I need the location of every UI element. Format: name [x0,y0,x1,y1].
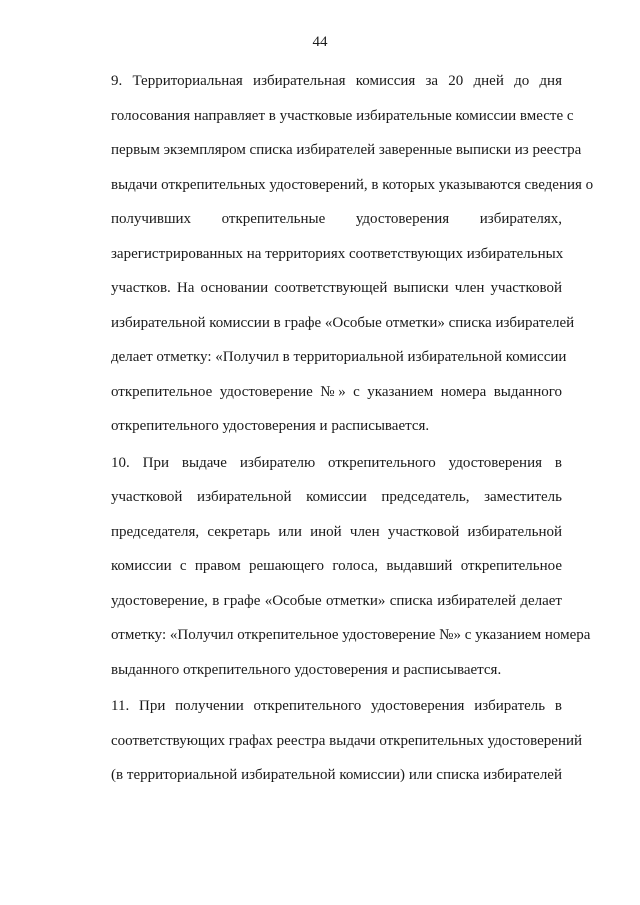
paragraph-10 [75,446,591,688]
text-line: выдачи открепительных удостоверений, в которых указываются сведения о [111,176,594,193]
text-line: участковой избирательной комиссии председатель, заместитель [111,489,562,505]
text-line: участков. На основании соответствующей выписки член участковой [111,280,562,296]
page-number: 44 [312,34,328,50]
text-line: председателя, секретарь или иной член участковой избирательной [111,523,562,540]
paragraph-9 [75,64,594,444]
text-line: голосования направляет в участковые избирательные комиссии вместе с [111,107,574,124]
text-line: удостоверение, в графе «Особые отметки» списка избирателей делает [111,592,562,609]
text-line: первым экземпляром списка избирателей заверенные выписки из реестра [111,142,582,158]
text-line: выданного открепительного удостоверения и расписывается. [111,661,502,678]
paragraph-11 [75,689,583,793]
text-line: соответствующих графах реестра выдачи открепительных удостоверений [111,732,583,749]
text-line: комиссии с правом решающего голоса, выдавший открепительное [111,558,562,574]
text-line: получивших открепительные удостоверения избирателях, [111,211,562,227]
text-line: 10. При выдаче избирателю открепительного удостоверения в [111,454,562,471]
text-line: 9. Территориальная избирательная комиссия за 20 дней до дня [111,73,562,89]
text-line: зарегистрированных на территориях соответствующих избирательных [111,245,564,262]
text-line: делает отметку: «Получил в территориальной избирательной комиссии [111,349,567,365]
text-line: 11. При получении открепительного удостоверения избиратель в [111,698,562,714]
text-line: избирательной комиссии в графе «Особые отметки» списка избирателей [111,314,575,331]
text-line: открепительное удостоверение №» с указанием номера выданного [111,383,562,400]
text-line: (в территориальной избирательной комиссии) или списка избирателей [111,767,562,783]
document-body [75,64,594,793]
text-line: открепительного удостоверения и расписывается. [111,418,430,434]
text-line: отметку: «Получил открепительное удостоверение №» с указанием номера [111,627,591,643]
